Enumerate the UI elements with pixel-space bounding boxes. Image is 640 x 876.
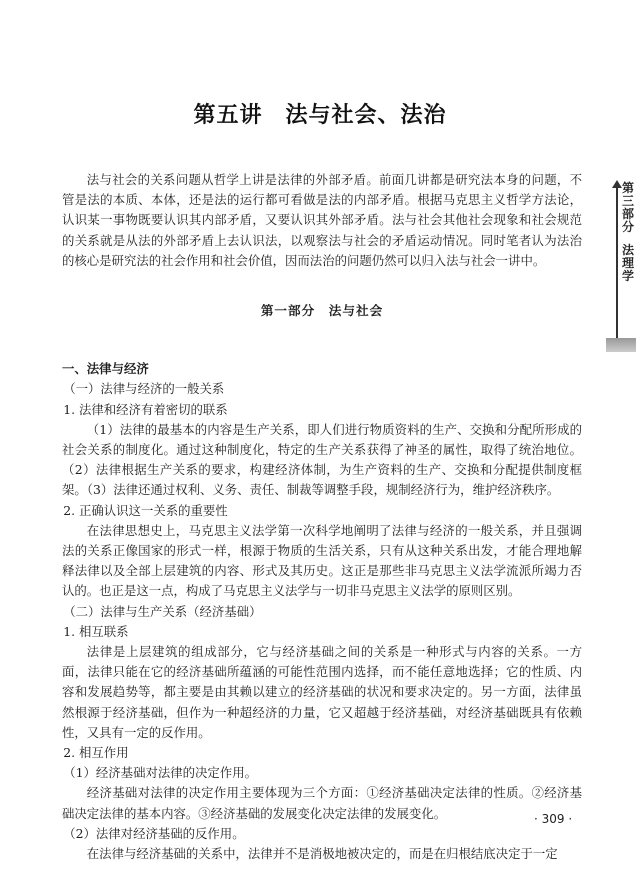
body-paragraph: 经济基础对法律的决定作用主要体现为三个方面：①经济基础决定法律的性质。②经济基础决定法律的基本内容。③经济基础的发展变化决定法律的发展变化。 xyxy=(62,785,582,821)
side-tab-line xyxy=(616,188,618,338)
side-tab-char: 分 xyxy=(621,220,634,234)
side-tab-char: 学 xyxy=(621,269,634,283)
point-heading: （1）经济基础对法律的决定作用。 xyxy=(63,765,257,781)
side-tab-char: 理 xyxy=(621,256,634,270)
page-content xyxy=(62,170,582,864)
point-heading: 1. 法律和经济有着密切的联系 xyxy=(63,401,228,417)
point-heading: 2. 正确认识这一关系的重要性 xyxy=(63,502,228,518)
part-title: 第一部分 法与社会 xyxy=(260,303,384,319)
side-tab xyxy=(606,180,636,352)
side-tab-char: 部 xyxy=(621,207,634,221)
body-paragraph: 在法律与经济基础的关系中，法律并不是消极地被决定的，而是在归根结底决定于一定 xyxy=(86,846,558,862)
subsection-heading: （二）法律与生产关系（经济基础） xyxy=(63,603,262,619)
subsection-heading: （一）法律与经济的一般关系 xyxy=(63,381,225,397)
body-paragraph: 法律是上层建筑的组成部分，它与经济基础之间的关系是一种形式与内容的关系。一方面，法律只能在它的经济基础所蕴涵的可能性范围内选择，而不能任意地选择；它的性质、内容和发展趋势等，都主要是由其赖以建立的经济基础的状况和要求决定的。另一方面，法律虽然根源于经济基础，但作为一种超经济的力量，它又超越于经济基础，对经济基础既具有依赖性，又具有一定的反作用。 xyxy=(62,644,582,740)
intro-paragraph: 法与社会的关系问题从哲学上讲是法律的外部矛盾。前面几讲都是研究法本身的问题，不管是法的本质、本体，还是法的运行都可看做是法的内部矛盾。根据马克思主义哲学方法论，认识某一事物既要认识其内部矛盾，又要认识其外部矛盾。法与社会其他社会现象和社会规范的关系就是从法的外部矛盾上去认识法，以观察法与社会的矛盾运动情况。同时笔者认为法治的核心是研究法的社会作用和社会价值，因而法治的问题仍然可以归入法与社会一讲中。 xyxy=(62,172,582,268)
body-paragraph: （1）法律的最基本的内容是生产关系，即人们进行物质资料的生产、交换和分配所形成的社会关系的制度化。通过这种制度化，特定的生产关系获得了神圣的属性，取得了统治地位。（2）法律根据生产关系的要求，构建经济体制，为生产资料的生产、交换和分配提供制度框架。（3）法律还通过权利、义务、责任、制裁等调整手段，规制经济行为，维护经济秩序。 xyxy=(62,421,582,498)
point-heading: 1. 相互联系 xyxy=(63,623,129,639)
side-tab-char: 三 xyxy=(621,194,634,208)
side-tab-char: 法 xyxy=(621,243,634,257)
body-paragraph: 在法律思想史上，马克思主义法学第一次科学地阐明了法律与经济的一般关系，并且强调法的关系正像国家的形式一样，根源于物质的生活关系，只有从这种关系出发，才能合理地解释法律以及全部上层建筑的内容、形式及其历史。这正是那些非马克思主义法学流派所竭力否认的。也正是这一点，构成了马克思主义法学与一切非马克思主义法学的原则区别。 xyxy=(62,522,582,599)
side-tab-char: 第 xyxy=(621,181,634,195)
section-heading: 一、法律与经济 xyxy=(62,361,149,377)
page-number: · 309 · xyxy=(534,812,573,826)
side-tab-text xyxy=(620,182,636,283)
point-heading: 2. 相互作用 xyxy=(63,745,129,761)
side-tab-bar xyxy=(606,338,636,352)
point-heading: （2）法律对经济基础的反作用。 xyxy=(63,825,245,841)
chapter-title: 第五讲 法与社会、法治 xyxy=(193,103,447,128)
